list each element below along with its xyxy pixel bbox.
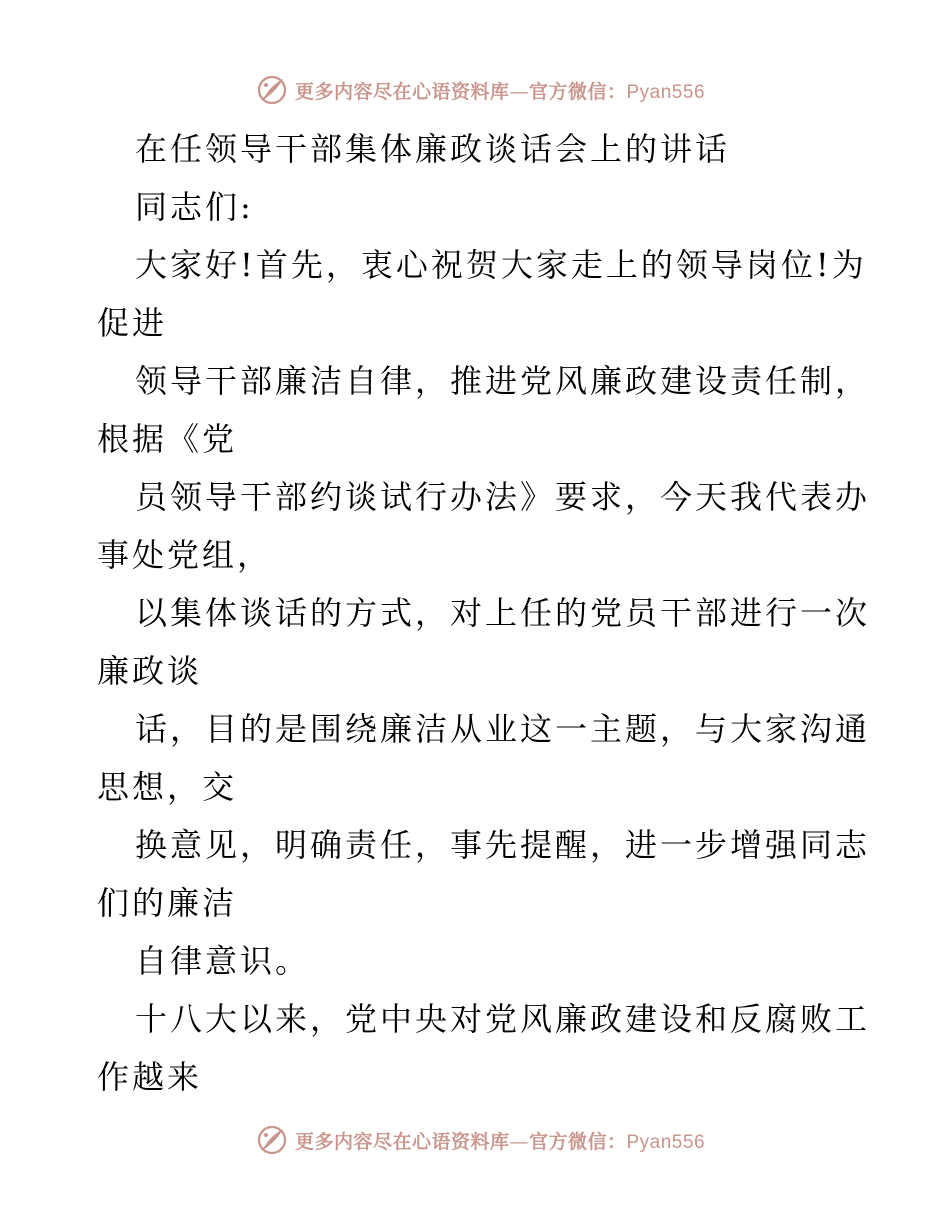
watermark-group [255,73,705,107]
watermark-site: 更多内容尽在心语资料库 [294,80,510,103]
text-line: 话，目的是围绕廉洁从业这一主题，与大家沟通 [135,710,871,748]
document-title: 在任领导干部集体廉政谈话会上的讲话 [135,130,731,168]
watermark-site: 更多内容尽在心语资料库 [294,1130,510,1153]
watermark-text [295,77,705,104]
text-line: 事处党组， [97,536,273,574]
watermark-separator: — [509,1130,529,1153]
text-line: 思想，交 [97,768,238,806]
watermark-wechat-id: Pyan556 [626,1131,706,1153]
text-line: 换意见，明确责任，事先提醒，进一步增强同志 [135,826,871,864]
header-watermark [0,70,950,110]
text-line: 大家好!首先，衷心祝贺大家走上的领导岗位!为 [135,246,867,284]
watermark-text [295,1127,705,1154]
watermark-group [255,1123,705,1157]
quill-logo-icon [255,1123,289,1157]
text-line: 廉政谈 [97,652,203,690]
text-line: 以集体谈话的方式，对上任的党员干部进行一次 [135,594,871,632]
footer-watermark [0,1120,950,1160]
text-line: 促进 [97,304,168,342]
text-line: 自律意识。 [135,942,311,980]
text-line: 根据《党 [97,420,238,458]
text-line: 作越来 [97,1058,203,1096]
watermark-wechat-label: 官方微信： [528,80,627,103]
text-line: 同志们: [135,188,254,226]
watermark-wechat-label: 官方微信： [528,1130,627,1153]
text-line: 员领导干部约谈试行办法》要求，今天我代表办 [135,478,871,516]
watermark-separator: — [509,80,529,103]
text-line: 十八大以来，党中央对党风廉政建设和反腐败工 [135,1000,871,1038]
text-line: 领导干部廉洁自律，推进党风廉政建设责任制， [135,362,871,400]
watermark-wechat-id: Pyan556 [626,81,706,103]
text-line: 们的廉洁 [97,884,238,922]
quill-logo-icon [255,73,289,107]
document-body [97,120,871,1106]
